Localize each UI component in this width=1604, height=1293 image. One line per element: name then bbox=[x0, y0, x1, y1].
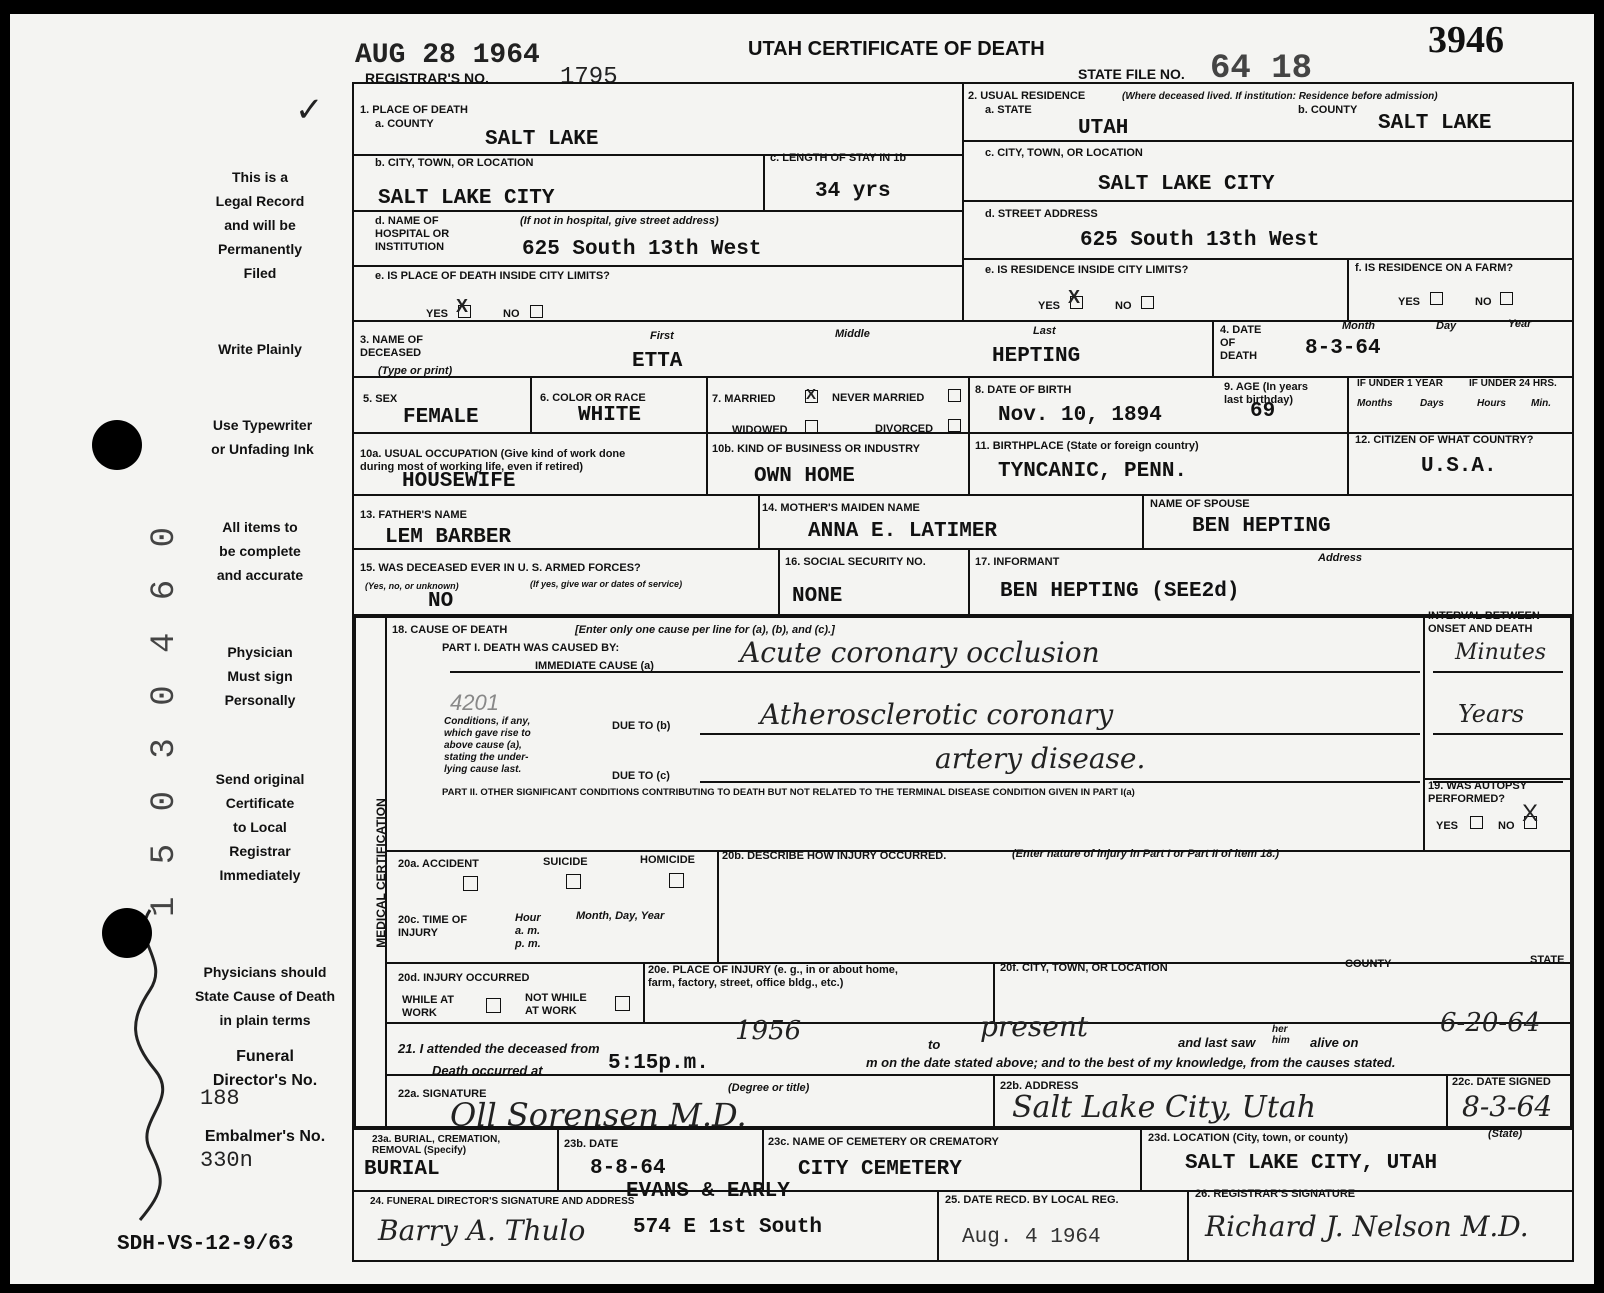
place-of-injury-label: 20e. PLACE OF INJURY (e. g., in or about home, farm, factory, street, office bldg., etc.) bbox=[648, 964, 898, 989]
degree-label: (Degree or title) bbox=[728, 1082, 810, 1094]
knowledge-statement: m on the date stated above; and to the best of my knowledge, from the causes stated. bbox=[866, 1055, 1396, 1070]
embalmer-label: Embalmer's No. bbox=[204, 1128, 326, 1145]
injury-description-label: 20b. DESCRIBE HOW INJURY OCCURRED. bbox=[722, 850, 947, 862]
residence-county-label: b. COUNTY bbox=[1298, 104, 1358, 116]
disease-code: 4201 bbox=[450, 690, 499, 715]
never-married-label: NEVER MARRIED bbox=[832, 392, 925, 404]
days-label: Days bbox=[1420, 398, 1444, 409]
farm-label: f. IS RESIDENCE ON A FARM? bbox=[1355, 262, 1514, 274]
cemetery-label: 23c. NAME OF CEMETERY OR CREMATORY bbox=[768, 1136, 999, 1148]
sex-label: 5. SEX bbox=[363, 393, 398, 405]
hospital-address: 625 South 13th West bbox=[522, 238, 762, 261]
farm-no-label: NO bbox=[1475, 296, 1492, 308]
date-received: Aug. 4 1964 bbox=[962, 1226, 1101, 1249]
inside-city-label: e. IS PLACE OF DEATH INSIDE CITY LIMITS? bbox=[375, 270, 610, 282]
homicide-checkbox[interactable] bbox=[669, 873, 684, 888]
mdy-label: Month, Day, Year bbox=[576, 910, 665, 922]
residence-no-checkbox[interactable] bbox=[1141, 296, 1154, 309]
death-county-label: a. COUNTY bbox=[375, 118, 434, 130]
farm-no-checkbox[interactable] bbox=[1500, 292, 1513, 305]
alive-date: 6-20-64 bbox=[1440, 1008, 1541, 1038]
residence-note: (Where deceased lived. If institution: Residence before admission) bbox=[1122, 91, 1438, 102]
citizen-label: 12. CITIZEN OF WHAT COUNTRY? bbox=[1355, 434, 1534, 446]
burial-method-label: 23a. BURIAL, CREMATION, REMOVAL (Specify) bbox=[372, 1134, 501, 1156]
date-of-birth: Nov. 10, 1894 bbox=[998, 404, 1162, 427]
date-signed: 8-3-64 bbox=[1462, 1090, 1553, 1123]
physician-address-label: 22b. ADDRESS bbox=[1000, 1080, 1079, 1092]
first-name: ETTA bbox=[632, 350, 683, 373]
injury-note: (Enter nature of injury in Part I or Part II of item 18.) bbox=[1012, 848, 1280, 860]
residence-state: UTAH bbox=[1078, 117, 1129, 140]
part-one-label: PART I. DEATH WAS CAUSED BY: bbox=[442, 642, 620, 654]
attended-from: 1956 bbox=[735, 1016, 802, 1046]
race: WHITE bbox=[578, 404, 642, 427]
never-married-checkbox[interactable] bbox=[948, 389, 961, 402]
ssn-label: 16. SOCIAL SECURITY NO. bbox=[785, 556, 926, 568]
part-two-label: PART II. OTHER SIGNIFICANT CONDITIONS CONTRIBUTING TO DEATH BUT NOT RELATED TO THE TERMINAL DISEASE CONDITION GIVEN IN PART I(a) bbox=[442, 787, 1135, 798]
first-name-label: First bbox=[650, 330, 674, 342]
attended-to: present bbox=[980, 1010, 1089, 1043]
widowed-checkbox[interactable] bbox=[805, 420, 818, 433]
cause-b: Atherosclerotic coronary bbox=[760, 698, 1114, 731]
embalmer-number: 330n bbox=[200, 1148, 253, 1173]
inside-city-yes-mark: X bbox=[456, 296, 469, 316]
time-of-injury-label: 20c. TIME OF INJURY bbox=[398, 914, 468, 939]
hour-label: Hour a. m. p. m. bbox=[515, 912, 541, 950]
injury-city-label: 20f. CITY, TOWN, OR LOCATION bbox=[1000, 962, 1168, 974]
residence-inside-label: e. IS RESIDENCE INSIDE CITY LIMITS? bbox=[985, 264, 1189, 276]
informant-address-label: Address bbox=[1318, 552, 1363, 564]
last-name: HEPTING bbox=[992, 345, 1081, 368]
sidebar-complete: All items to be complete and accurate bbox=[216, 519, 304, 583]
married-mark: X bbox=[806, 386, 817, 403]
cause-of-death-note: [Enter only one cause per line for (a), (b), and (c).] bbox=[575, 624, 835, 636]
business: OWN HOME bbox=[754, 465, 855, 488]
state-file-number: 64 18 bbox=[1210, 50, 1313, 88]
funeral-director-name: EVANS & EARLY bbox=[626, 1180, 790, 1203]
married-label: 7. MARRIED bbox=[712, 393, 776, 405]
state-file-label: STATE FILE NO. bbox=[1078, 66, 1185, 82]
under-1-year-label: IF UNDER 1 YEAR bbox=[1357, 378, 1443, 389]
sidebar-typewriter: Use Typewriter or Unfading Ink bbox=[211, 417, 314, 457]
burial-date: 8-8-64 bbox=[590, 1157, 666, 1180]
not-at-work-label: NOT WHILE AT WORK bbox=[525, 992, 587, 1017]
residence-city-label: c. CITY, TOWN, OR LOCATION bbox=[985, 147, 1143, 159]
age-label: 9. AGE (In years last birthday) bbox=[1224, 381, 1308, 406]
certificate-number: 3946 bbox=[1428, 19, 1504, 61]
burial-date-label: 23b. DATE bbox=[564, 1138, 619, 1150]
informant: BEN HEPTING (SEE2d) bbox=[1000, 580, 1240, 603]
registrar-label: REGISTRAR'S NO. bbox=[365, 70, 489, 86]
residence-street-label: d. STREET ADDRESS bbox=[985, 208, 1098, 220]
sidebar-physician: Physician Must sign Personally bbox=[224, 644, 296, 708]
conditions-label: Conditions, if any, which gave rise to above cause (a), stating the under- lying cause last. bbox=[444, 716, 531, 775]
injury-occurred-label: 20d. INJURY OCCURRED bbox=[398, 972, 530, 984]
informant-label: 17. INFORMANT bbox=[975, 556, 1060, 568]
day-label: Day bbox=[1436, 320, 1457, 332]
farm-yes-checkbox[interactable] bbox=[1430, 292, 1443, 305]
injury-county-label: COUNTY bbox=[1345, 958, 1392, 970]
birthplace-label: 11. BIRTHPLACE (State or foreign country) bbox=[975, 440, 1199, 452]
registrar-sig-label: 26. REGISTRAR'S SIGNATURE bbox=[1195, 1188, 1356, 1200]
injury-state-label: STATE bbox=[1530, 954, 1565, 966]
registrar-signature: Richard J. Nelson M.D. bbox=[1205, 1210, 1529, 1243]
sidebar-legal-record: This is a Legal Record and will be Permanently Filed bbox=[215, 169, 305, 281]
death-time: 5:15p.m. bbox=[608, 1052, 709, 1075]
accident-checkbox[interactable] bbox=[463, 876, 478, 891]
occupation: HOUSEWIFE bbox=[402, 470, 516, 493]
stay-label: c. LENGTH OF STAY IN 1b bbox=[770, 152, 907, 164]
citizen: U.S.A. bbox=[1421, 455, 1497, 478]
deceased-name-label: 3. NAME OF DECEASED bbox=[360, 334, 423, 359]
autopsy-no-mark: X bbox=[1522, 800, 1539, 827]
residence-yes-label: YES bbox=[1038, 300, 1061, 312]
funeral-director-address: 574 E 1st South bbox=[633, 1216, 823, 1239]
business-label: 10b. KIND OF BUSINESS OR INDUSTRY bbox=[712, 443, 921, 455]
type-note: (Type or print) bbox=[378, 365, 453, 377]
armed-note: (Yes, no, or unknown) bbox=[365, 581, 459, 591]
attended-label: 21. I attended the deceased from bbox=[398, 1041, 600, 1056]
autopsy-label: 19. WAS AUTOPSY PERFORMED? bbox=[1428, 780, 1528, 805]
funeral-director-label: Funeral Director's No. bbox=[212, 1048, 318, 1089]
inside-city-no-label: NO bbox=[503, 308, 520, 320]
sex: FEMALE bbox=[403, 406, 479, 429]
autopsy-yes-label: YES bbox=[1436, 820, 1459, 832]
death-county: SALT LAKE bbox=[485, 128, 599, 151]
due-to-b-label: DUE TO (b) bbox=[612, 720, 671, 732]
physician-address: Salt Lake City, Utah bbox=[1012, 1090, 1317, 1125]
funeral-director-sig-label: 24. FUNERAL DIRECTOR'S SIGNATURE AND ADDRESS bbox=[370, 1196, 635, 1207]
residence-yes-mark: X bbox=[1068, 287, 1081, 307]
interval-label: INTERVAL BETWEEN ONSET AND DEATH bbox=[1428, 610, 1540, 635]
punch-hole-top bbox=[92, 420, 142, 470]
under-24-hrs-label: IF UNDER 24 HRS. bbox=[1469, 378, 1557, 389]
signature-label: 22a. SIGNATURE bbox=[398, 1088, 487, 1100]
page-title: UTAH CERTIFICATE OF DEATH bbox=[748, 38, 1045, 60]
suicide-checkbox[interactable] bbox=[566, 874, 581, 889]
inside-city-yes-label: YES bbox=[426, 308, 449, 320]
burial-location: SALT LAKE CITY, UTAH bbox=[1185, 1152, 1438, 1175]
sidebar-physicians-state: Physicians should State Cause of Death in plain terms bbox=[194, 964, 336, 1028]
to-label: to bbox=[928, 1037, 941, 1052]
armed-forces: NO bbox=[428, 590, 454, 613]
month-label: Month bbox=[1342, 320, 1375, 332]
last-name-label: Last bbox=[1033, 325, 1056, 337]
alive-on-label: alive on bbox=[1310, 1035, 1359, 1050]
min-label: Min. bbox=[1531, 398, 1551, 409]
burial-location-label: 23d. LOCATION (City, town, or county) bbox=[1148, 1132, 1349, 1144]
serial-number: 1 5 0 3 0 4 6 0 bbox=[146, 520, 184, 918]
suicide-label: SUICIDE bbox=[543, 856, 588, 868]
middle-name-label: Middle bbox=[835, 328, 870, 340]
widowed-label: WIDOWED bbox=[732, 424, 788, 436]
birthplace: TYNCANIC, PENN. bbox=[998, 460, 1188, 483]
divorced-label: DIVORCED bbox=[875, 423, 934, 435]
mother-label: 14. MOTHER'S MAIDEN NAME bbox=[762, 502, 920, 514]
date-of-death: 8-3-64 bbox=[1305, 337, 1381, 360]
stamp-date: AUG 28 1964 bbox=[355, 40, 540, 71]
interval-a: Minutes bbox=[1455, 640, 1547, 665]
interval-b: Years bbox=[1458, 700, 1525, 728]
punch-hole-bottom bbox=[102, 908, 152, 958]
hours-label: Hours bbox=[1477, 398, 1506, 409]
dob-label: 8. DATE OF BIRTH bbox=[975, 384, 1072, 396]
date-received-label: 25. DATE RECD. BY LOCAL REG. bbox=[945, 1194, 1119, 1206]
year-label: Year bbox=[1508, 318, 1532, 330]
hospital-note: (If not in hospital, give street address) bbox=[520, 215, 719, 227]
death-occurred-label: Death occurred at bbox=[432, 1063, 543, 1078]
medical-side-label: MEDICAL CERTIFICATION bbox=[374, 798, 388, 948]
hospital-label: d. NAME OF HOSPITAL OR INSTITUTION bbox=[375, 215, 450, 253]
while-at-work-checkbox[interactable] bbox=[486, 998, 501, 1013]
inside-city-no-checkbox[interactable] bbox=[530, 305, 543, 318]
autopsy-yes-checkbox[interactable] bbox=[1470, 816, 1483, 829]
place-of-death-label: 1. PLACE OF DEATH bbox=[360, 104, 468, 116]
spouse-label: NAME OF SPOUSE bbox=[1150, 498, 1250, 510]
divorced-checkbox[interactable] bbox=[948, 419, 961, 432]
armed-note-2: (If yes, give war or dates of service) bbox=[530, 579, 683, 589]
immediate-cause-label: IMMEDIATE CAUSE (a) bbox=[535, 660, 654, 672]
cemetery-name: CITY CEMETERY bbox=[798, 1158, 962, 1181]
last-saw-label: and last saw bbox=[1178, 1035, 1256, 1050]
autopsy-no-label: NO bbox=[1498, 820, 1515, 832]
not-at-work-checkbox[interactable] bbox=[615, 996, 630, 1011]
residence-city: SALT LAKE CITY bbox=[1098, 173, 1275, 196]
age: 69 bbox=[1250, 400, 1276, 423]
burial-state-label: (State) bbox=[1488, 1128, 1523, 1140]
cause-a: Acute coronary occlusion bbox=[740, 636, 1100, 669]
father-label: 13. FATHER'S NAME bbox=[360, 509, 467, 521]
accident-label: 20a. ACCIDENT bbox=[398, 858, 479, 870]
farm-yes-label: YES bbox=[1398, 296, 1421, 308]
months-label: Months bbox=[1357, 398, 1393, 409]
cause-of-death-label: 18. CAUSE OF DEATH bbox=[392, 624, 508, 636]
funeral-director-signature: Barry A. Thulo bbox=[378, 1214, 586, 1247]
while-at-work-label: WHILE AT WORK bbox=[402, 994, 454, 1019]
armed-forces-label: 15. WAS DECEASED EVER IN U. S. ARMED FORCES? bbox=[360, 562, 641, 574]
her-him-label: her him bbox=[1272, 1024, 1290, 1046]
form-code: SDH-VS-12-9/63 bbox=[117, 1233, 294, 1256]
date-signed-label: 22c. DATE SIGNED bbox=[1452, 1076, 1551, 1088]
spouse-name: BEN HEPTING bbox=[1192, 515, 1331, 538]
father-name: LEM BARBER bbox=[385, 526, 512, 549]
sidebar-write-plainly: Write Plainly bbox=[218, 341, 302, 357]
death-city-label: b. CITY, TOWN, OR LOCATION bbox=[375, 157, 534, 169]
race-label: 6. COLOR OR RACE bbox=[540, 392, 646, 404]
mother-name: ANNA E. LATIMER bbox=[808, 520, 998, 543]
residence-county: SALT LAKE bbox=[1378, 112, 1492, 135]
residence-state-label: a. STATE bbox=[985, 104, 1032, 116]
date-of-death-label: 4. DATE OF DEATH bbox=[1220, 324, 1262, 362]
physician-signature: Oll Sorensen M.D. bbox=[450, 1096, 747, 1134]
homicide-label: HOMICIDE bbox=[640, 854, 695, 866]
occupation-label: 10a. USUAL OCCUPATION (Give kind of work done during most of working life, even if retired) bbox=[360, 448, 626, 473]
death-city: SALT LAKE CITY bbox=[378, 187, 555, 210]
due-to-c-label: DUE TO (c) bbox=[612, 770, 670, 782]
funeral-director-number: 188 bbox=[200, 1086, 240, 1111]
cause-c: artery disease. bbox=[935, 742, 1146, 775]
check-mark: ✓ bbox=[295, 91, 324, 129]
social-security: NONE bbox=[792, 585, 843, 608]
residence-street: 625 South 13th West bbox=[1080, 229, 1320, 252]
registrar-number: 1795 bbox=[560, 64, 618, 91]
sidebar-send-original: Send original Certificate to Local Registrar Immediately bbox=[215, 771, 305, 883]
residence-no-label: NO bbox=[1115, 300, 1132, 312]
stay-length: 34 yrs bbox=[815, 180, 891, 203]
residence-label: 2. USUAL RESIDENCE bbox=[968, 90, 1086, 102]
burial-method: BURIAL bbox=[364, 1158, 440, 1181]
